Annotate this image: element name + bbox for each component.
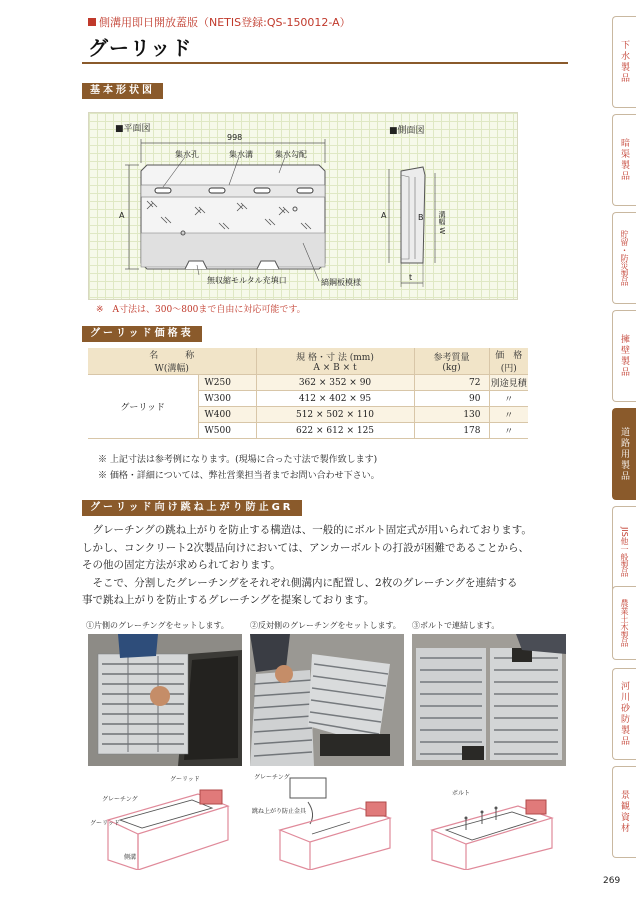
callout-holes: 集水孔 — [175, 150, 199, 159]
grating-lifted — [290, 778, 326, 798]
page-number: 269 — [603, 876, 621, 886]
gr-line: グレーチングの跳ね上がりを防止する構造は、一般的にボルト固定式が用いられております。 — [82, 524, 532, 536]
sketch-label: グーリッド — [170, 776, 200, 783]
mortar-notch-1 — [185, 261, 207, 269]
tab-label: 景観資材 — [619, 790, 629, 834]
th-weight-text: 参考質量 — [433, 352, 470, 363]
cell-price: 〃 — [489, 423, 528, 439]
channel-sides — [432, 818, 552, 870]
tab-label: 農業土木製品 — [620, 599, 629, 647]
worker-hand — [150, 686, 170, 706]
gurid-block — [526, 800, 546, 814]
cell-price: 別途見積 — [489, 375, 528, 391]
dim-t-label: t — [409, 273, 413, 282]
photo-2-svg — [250, 634, 404, 766]
tab-label: 暗渠製品 — [619, 138, 629, 182]
th-size-text: 規 格・寸 法 (mm) — [296, 352, 374, 363]
channel-edge — [138, 806, 228, 870]
sketch-label: ボルト — [452, 790, 471, 797]
drain-hole-2 — [209, 188, 225, 193]
th-size — [256, 348, 414, 375]
bottom-bracket — [462, 746, 484, 760]
price-table — [88, 348, 528, 439]
section-header-shape: 基本形状図 — [82, 83, 163, 99]
tab-jis[interactable] — [612, 506, 636, 598]
dim-side-a-label: A — [381, 211, 387, 220]
tab-landscape[interactable] — [612, 766, 636, 858]
grating-left — [416, 648, 486, 760]
drain-hole-1 — [155, 188, 171, 193]
sketch-label: グーリッド — [90, 820, 120, 827]
th-price-text: 価 格 — [495, 351, 523, 361]
cell-width: W250 — [198, 375, 256, 391]
step-sketch-1 — [88, 770, 242, 870]
plan-view-label: ■平面図 — [115, 124, 151, 134]
cell-price: 〃 — [489, 391, 528, 407]
bolt-icons — [465, 807, 498, 831]
photo-1-svg — [88, 634, 242, 766]
step-caption-2: ②反対側のグレーチングをセットします。 — [250, 621, 401, 630]
grating-right — [490, 648, 562, 760]
tab-label: 下水製品 — [619, 40, 629, 84]
step-photo-3 — [412, 634, 566, 766]
drain-hole-3 — [254, 188, 270, 193]
th-name-sub: W(溝幅) — [154, 364, 189, 374]
th-size-sub: A × B × t — [313, 362, 357, 373]
cell-weight: 130 — [414, 407, 489, 423]
tab-sewer[interactable] — [612, 16, 636, 108]
step-photo-1 — [88, 634, 242, 766]
table-note-1: ※ 上記寸法は参考例になります。(現場に合った寸法で製作致します) — [98, 455, 378, 465]
worker-hand — [275, 665, 293, 683]
sketch-label: 側溝 — [124, 854, 137, 861]
sketch-3-svg — [412, 770, 566, 870]
callout-pattern: 縞鋼板模様 — [321, 278, 361, 287]
cell-weight: 90 — [414, 391, 489, 407]
section-header-price: グーリッド価格表 — [82, 326, 202, 342]
side-view-label: ■側面図 — [389, 126, 425, 136]
tab-culvert[interactable] — [612, 114, 636, 206]
tab-storage[interactable] — [612, 212, 636, 304]
step-sketch-3 — [412, 770, 566, 870]
product-name-cell: グーリッド — [88, 375, 198, 439]
table-note-2: ※ 価格・詳細については、弊社営業担当者までお問い合わせ下さい。 — [98, 471, 380, 481]
pit-shadow — [184, 656, 238, 760]
tab-label: 道路用製品 — [619, 426, 629, 482]
sketch-label: 跳ね上がり防止金具 — [252, 808, 307, 815]
drawing-svg — [89, 113, 519, 301]
cell-price: 〃 — [489, 407, 528, 423]
grating-outline — [446, 812, 536, 840]
tab-river[interactable] — [612, 668, 636, 760]
shape-drawing — [88, 112, 518, 300]
gr-line: そこで、分割したグレーチングをそれぞれ側溝内に配置し、2枚のグレーチングを連結する — [82, 576, 518, 589]
tab-label: 河川砂防製品 — [619, 681, 629, 747]
photo-3-svg — [412, 634, 566, 766]
grating-outline — [120, 800, 212, 828]
gr-line: しかし、コンクリート2次製品向けにおいては、アンカーボルトの打設が困難であることから、 — [82, 541, 530, 554]
cell-width: W500 — [198, 423, 256, 439]
cell-size: 412 × 402 × 95 — [256, 391, 414, 407]
dim-998-label: 998 — [227, 133, 243, 142]
cell-size: 362 × 352 × 90 — [256, 375, 414, 391]
sketch-label: グレーチング — [102, 796, 138, 803]
step-caption-3: ③ボルトで連結します。 — [412, 621, 500, 630]
cell-size: 512 × 502 × 110 — [256, 407, 414, 423]
plan-lower-band — [141, 233, 325, 267]
product-subtitle — [88, 14, 351, 30]
worker-arm — [118, 634, 158, 658]
cell-size: 622 × 612 × 125 — [256, 423, 414, 439]
th-weight-sub: (kg) — [442, 362, 461, 373]
table-row — [88, 375, 528, 391]
dim-b-label: B — [418, 213, 424, 222]
tab-label: 貯留・防災製品 — [620, 230, 629, 286]
gurid-block — [366, 802, 386, 816]
step-sketch-2 — [250, 770, 404, 870]
cell-weight: 72 — [414, 375, 489, 391]
sketch-label: グレーチング — [254, 774, 290, 781]
drain-hole-4 — [297, 188, 313, 193]
callout-channel: 集水溝 — [229, 150, 253, 159]
title-divider — [82, 62, 568, 64]
th-weight — [414, 348, 489, 375]
sketch-2-svg — [250, 770, 404, 870]
a-dimension-note: ※ A寸法は、300〜800まで自由に対応可能です。 — [96, 305, 306, 315]
gr-description — [82, 522, 552, 610]
page-title: グーリッド — [88, 36, 193, 60]
section-header-gr: グーリッド向け跳ね上がり防止GR — [82, 500, 302, 516]
mortar-notch-2 — [257, 261, 279, 269]
gurid-block — [200, 790, 222, 804]
callout-mortar: 無収縮モルタル充填口 — [207, 276, 287, 285]
th-price-sub: (円) — [500, 364, 517, 374]
tab-retaining-wall[interactable] — [612, 310, 636, 402]
th-price — [489, 348, 528, 375]
square-bullet-icon — [88, 18, 96, 26]
subtitle-text: 側溝用即日開放蓋版（NETIS登録:QS-150012-A） — [99, 16, 351, 29]
step-photo-2 — [250, 634, 404, 766]
gr-line: その他の固定方法が求められております。 — [82, 559, 281, 571]
dim-w-label: 溝幅 W — [438, 211, 446, 235]
th-name-text: 名 称 — [149, 351, 195, 361]
callout-slope: 集水勾配 — [275, 150, 307, 159]
cell-width: W300 — [198, 391, 256, 407]
cell-width: W400 — [198, 407, 256, 423]
pit-shadow — [320, 734, 390, 756]
dim-a-label: A — [119, 211, 125, 220]
tab-label: 擁壁製品 — [619, 334, 629, 378]
cell-weight: 178 — [414, 423, 489, 439]
gr-line: 事で跳ね上がりを防止するグレーチングを提案しております。 — [82, 594, 375, 606]
step-caption-1: ①片側のグレーチングをセットします。 — [86, 621, 229, 630]
tab-agriculture[interactable] — [612, 586, 636, 660]
th-name — [88, 348, 256, 375]
tab-road[interactable] — [612, 408, 636, 500]
tab-label: JIS他一般製品 — [620, 527, 629, 577]
